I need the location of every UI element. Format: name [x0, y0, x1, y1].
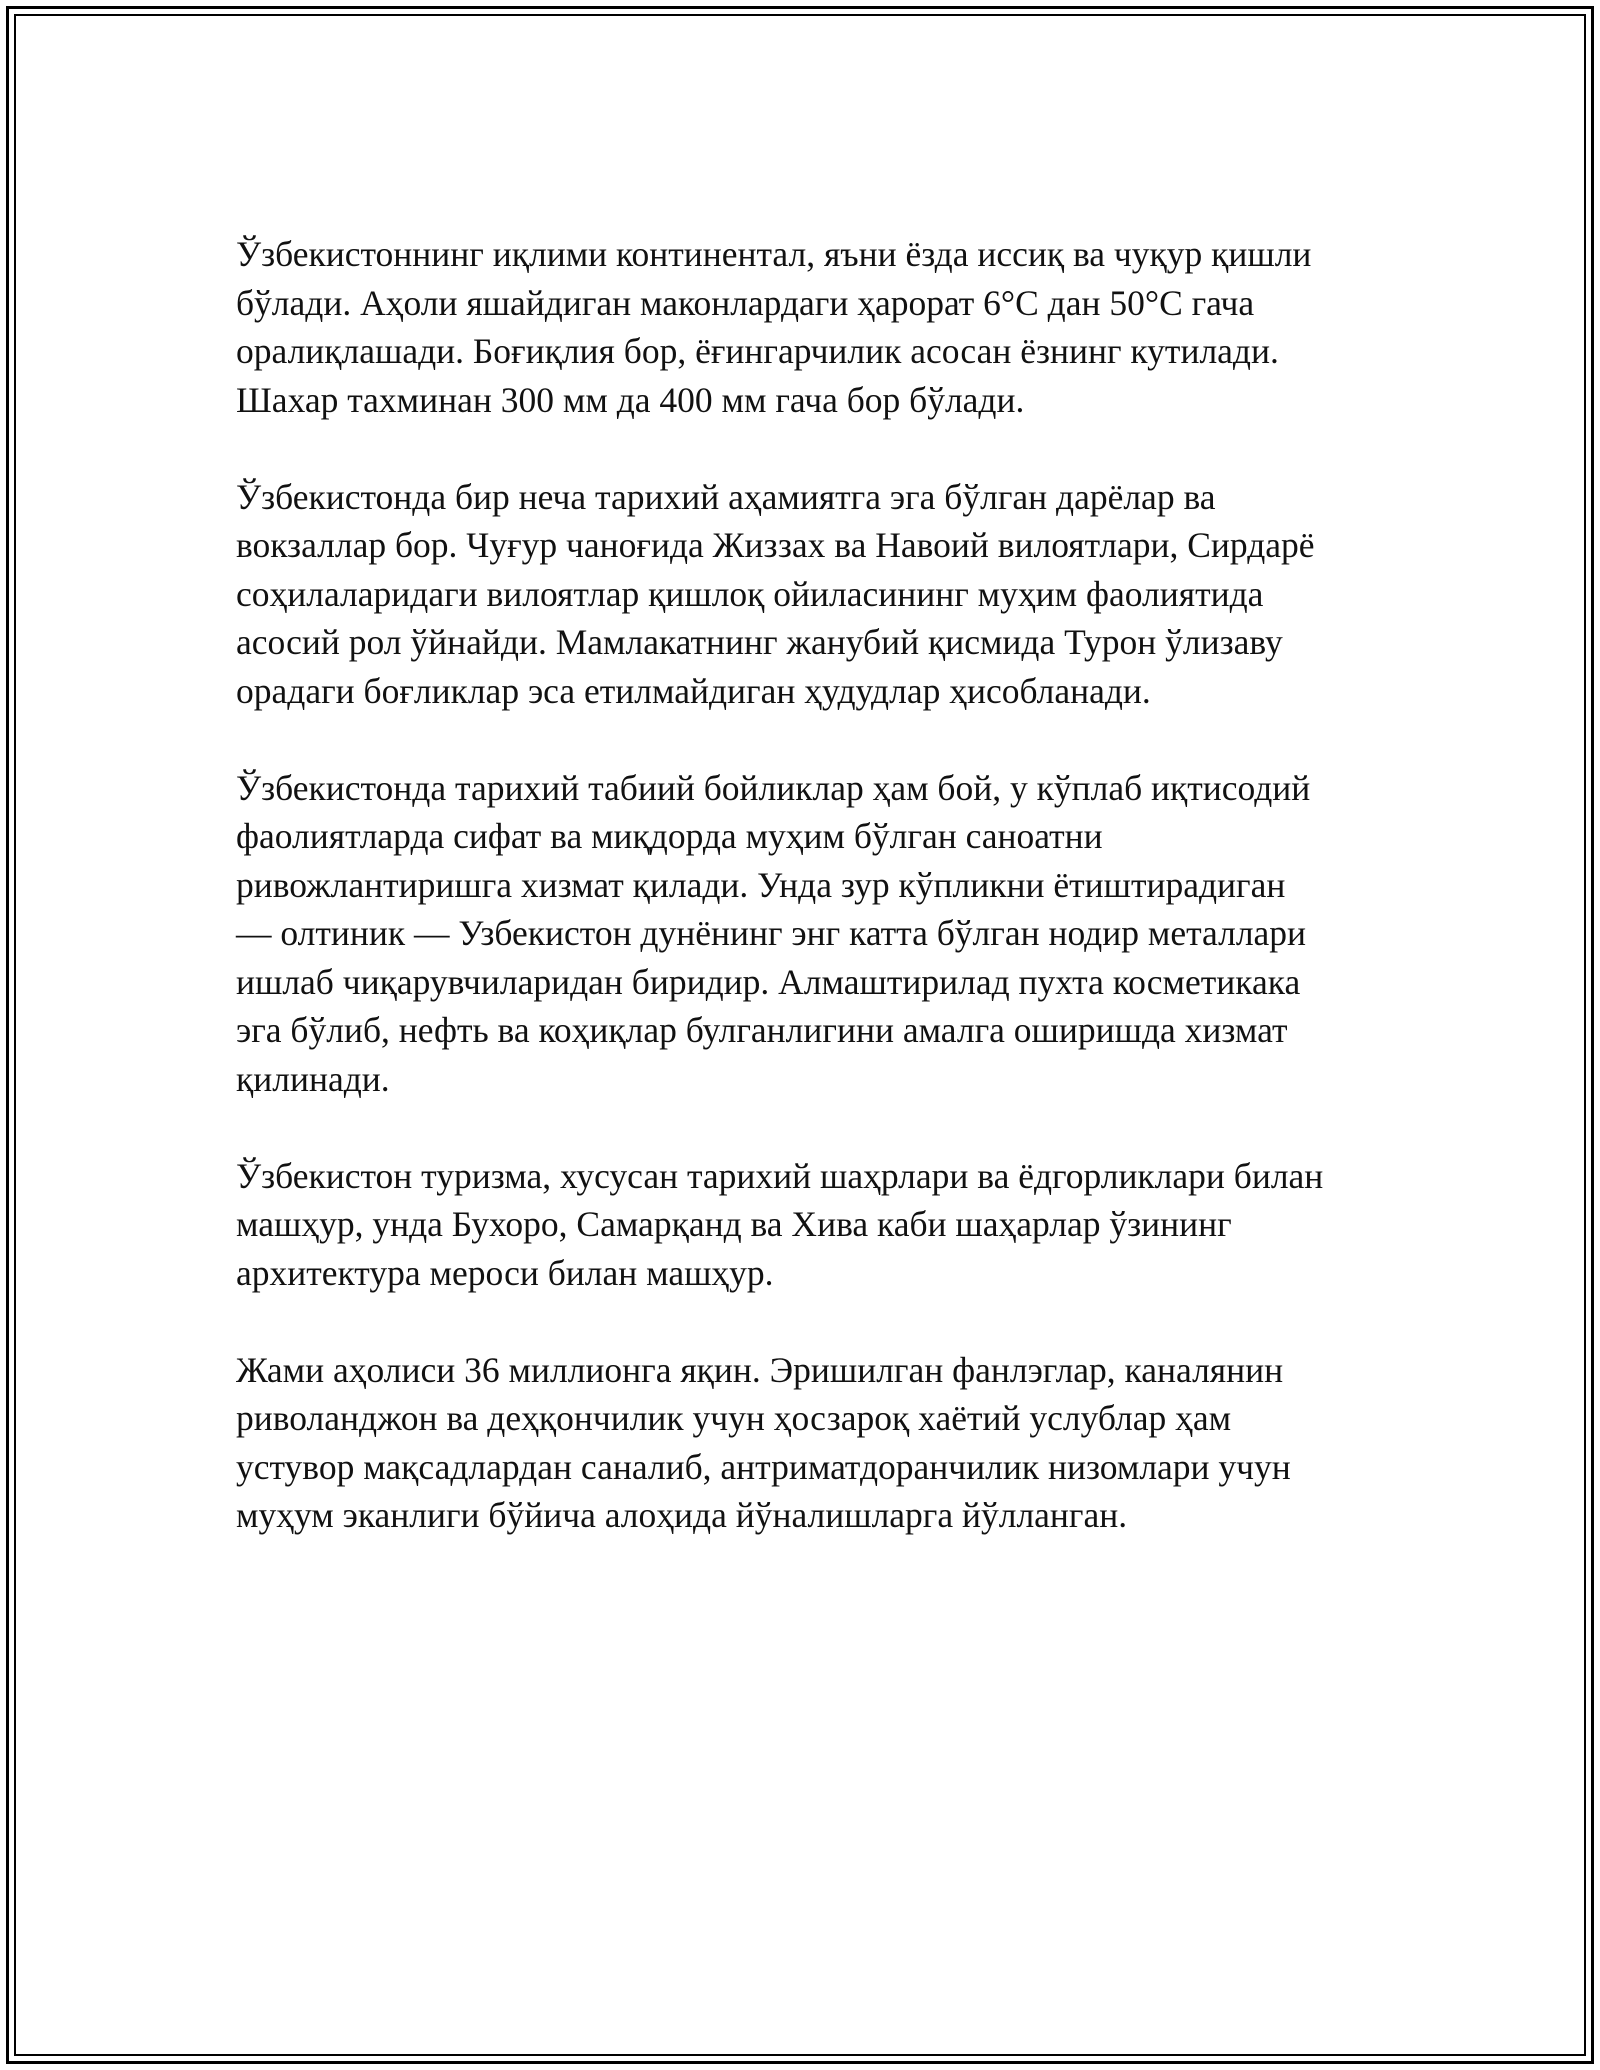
paragraph-line: вокзаллар бор. Чуғур чаноғида Жиззах ва Навоий вилоятлари, Сирдарё [236, 525, 1315, 565]
paragraph-line: фаолиятларда сифат ва миқдорда муҳим бўлган саноатни [236, 816, 1103, 856]
paragraph-line: бўлади. Аҳоли яшайдиган маконлардаги ҳарорат 6°C дан 50°C гача [236, 282, 1255, 323]
paragraph [236, 764, 1386, 1104]
paragraph [236, 473, 1386, 716]
paragraph-line: архитектура мероси билан машҳур. [236, 1252, 774, 1293]
paragraph-line: қилинади. [236, 1058, 390, 1099]
paragraph-line: Ўзбекистонда бир неча тарихий аҳамиятга эга бўлган дарёлар ва [236, 476, 1216, 517]
paragraph [236, 1346, 1386, 1540]
paragraph-line: Жами аҳолиси 36 миллионга яқин. Эришилган фанлэглар, каналянин [236, 1349, 1284, 1390]
paragraph-line: риволанджон ва деҳқончилик учун ҳосзароқ хаётий услублар ҳам [236, 1398, 1232, 1438]
paragraph-line: Ўзбекистонда тарихий табиий бойликлар ҳам бой, у кўплаб иқтисодий [236, 767, 1311, 808]
paragraph-line: эга бўлиб, нефть ва коҳиқлар булганлигини амалга оширишда хизмат [236, 1010, 1288, 1050]
paragraph-line: Ўзбекистон туризма, хусусан тарихий шаҳрлари ва ёдгорликлари билан [236, 1155, 1324, 1196]
paragraph-line: асосий рол ўйнайди. Мамлакатнинг жанубий қисмида Турон ўлизаву [236, 622, 1283, 662]
document-body [236, 230, 1386, 1588]
paragraph-line: Ўзбекистоннинг иқлими континентал, яъни ёзда иссиқ ва чуқур қишли [236, 234, 1312, 274]
paragraph [236, 1152, 1386, 1298]
paragraph-line: ишлаб чиқарувчиларидан биридир. Алмаштирилад пухта косметикака [236, 961, 1301, 1002]
paragraph-line: соҳилаларидаги вилоятлар қишлоқ ойиласининг муҳим фаолиятида [236, 573, 1264, 614]
paragraph-line: Шахар тахминан 300 мм да 400 мм гача бор бўлади. [236, 379, 1025, 420]
paragraph-line: — олтиник — Узбекистон дунёнинг энг катта бўлган нодир металлари [236, 913, 1307, 953]
paragraph-line: оралиқлашади. Боғиқлия бор, ёғингарчилик асосан ёзнинг кутилади. [236, 331, 1279, 371]
paragraph-line: орадаги боғликлар эса етилмайдиган ҳудудлар ҳисобланади. [236, 670, 1151, 711]
paragraph-line: устувор мақсадлардан саналиб, антриматдоранчилик низомлари учун [236, 1446, 1291, 1487]
paragraph-line: муҳум эканлиги бўйича алоҳида йўналишларга йўлланган. [236, 1495, 1128, 1535]
paragraph-line: ривожлантиришга хизмат қилади. Унда зур кўпликни ётиштирадиган [236, 864, 1286, 905]
paragraph-line: машҳур, унда Бухоро, Самарқанд ва Хива каби шаҳарлар ўзининг [236, 1204, 1232, 1244]
paragraph [236, 230, 1386, 424]
